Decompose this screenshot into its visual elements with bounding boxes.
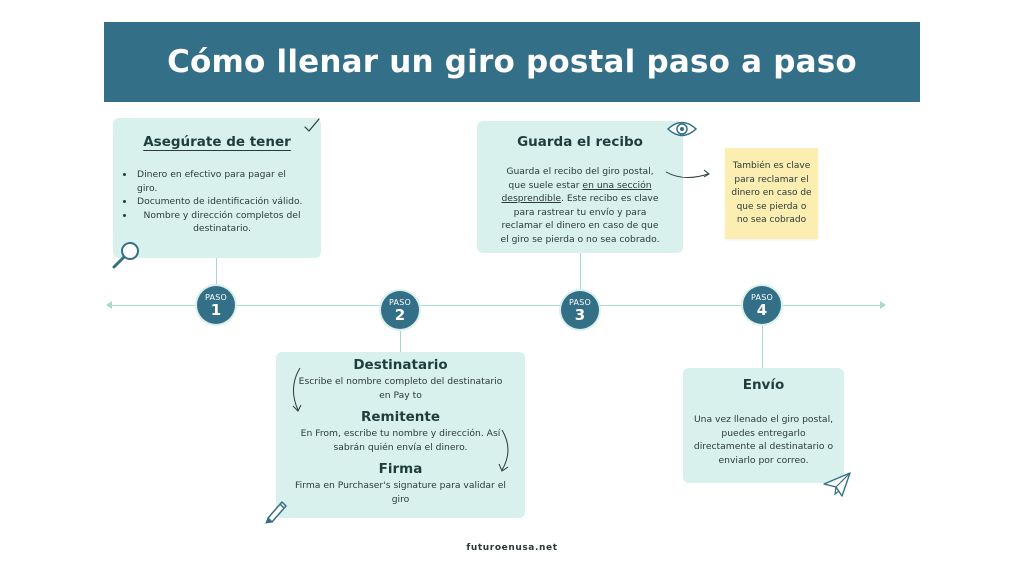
- step-1-circle: [197, 286, 235, 324]
- step-label: PASO: [751, 292, 773, 302]
- step-number: 4: [756, 300, 768, 319]
- card-2-text-signature: Firma en Purchaser's signature para validar el giro: [295, 480, 506, 505]
- card-step-1: [113, 118, 321, 258]
- title-banner: [104, 22, 920, 102]
- connector-step-3: [580, 253, 581, 289]
- paper-plane-icon: [822, 470, 852, 498]
- sticky-note: También es clave para reclamar el dinero en caso de que se pierda o no sea cobrado: [725, 148, 818, 239]
- card-2-text-recipient: Escribe el nombre completo del destinatario en Pay to: [298, 376, 503, 401]
- curved-arrow-icon: [664, 166, 714, 184]
- step-label: PASO: [205, 292, 227, 302]
- step-number: 3: [574, 305, 586, 324]
- connector-step-4: [762, 324, 763, 368]
- card-step-4: [683, 368, 844, 483]
- card-step-2: [276, 352, 525, 518]
- card-3-text-start: Guarda el recibo del giro postal, que suele estar: [506, 166, 654, 191]
- card-1-heading: Asegúrate de tener: [143, 134, 291, 150]
- eye-icon: [666, 118, 698, 140]
- connector-step-2: [400, 328, 401, 352]
- connector-step-1: [216, 258, 217, 288]
- card-2-heading-recipient: Destinatario: [353, 357, 448, 373]
- curved-arrow-icon: [286, 366, 308, 416]
- requirements-list: [113, 168, 321, 236]
- card-4-heading: Envío: [742, 377, 785, 393]
- curved-arrow-icon: [494, 428, 516, 476]
- card-2-text-sender: En From, escribe tu nombre y dirección. Así sabrán quién envía el dinero.: [300, 428, 501, 453]
- page-title: Cómo llenar un giro postal paso a paso: [167, 44, 857, 80]
- list-item: • Documento de identificación válido.: [135, 195, 307, 209]
- list-item: • Dinero en efectivo para pagar el giro.: [135, 168, 307, 195]
- list-item: • Nombre y dirección completos del destinatario.: [135, 209, 307, 236]
- footer-site: futuroenusa.net: [466, 543, 558, 553]
- card-3-text-underlined: en una sección desprendible: [501, 179, 652, 204]
- pencil-icon: [262, 496, 290, 524]
- step-label: PASO: [389, 297, 411, 307]
- step-number: 1: [210, 300, 222, 319]
- magnifier-icon: [110, 240, 142, 270]
- step-label: PASO: [569, 297, 591, 307]
- card-2-heading-sender: Remitente: [360, 409, 441, 425]
- checkmark-icon: [303, 117, 321, 135]
- card-2-heading-signature: Firma: [378, 461, 423, 477]
- card-3-text: [477, 165, 683, 246]
- timeline-arrow-left: [106, 301, 112, 309]
- step-4-circle: [743, 286, 781, 324]
- step-number: 2: [394, 305, 406, 324]
- card-3-text-end: . Este recibo es clave para rastrear tu envío y para reclamar el dinero en caso de que el giro se pierda o no sea cobrado.: [500, 193, 660, 245]
- card-4-text: Una vez llenado el giro postal, puedes entregarlo directamente al destinatario o enviarlo por correo.: [693, 414, 834, 466]
- card-3-heading: Guarda el recibo: [517, 134, 643, 150]
- timeline-arrow-right: [880, 301, 886, 309]
- step-3-circle: [561, 291, 599, 329]
- step-2-circle: [381, 291, 419, 329]
- card-step-3: [477, 121, 683, 253]
